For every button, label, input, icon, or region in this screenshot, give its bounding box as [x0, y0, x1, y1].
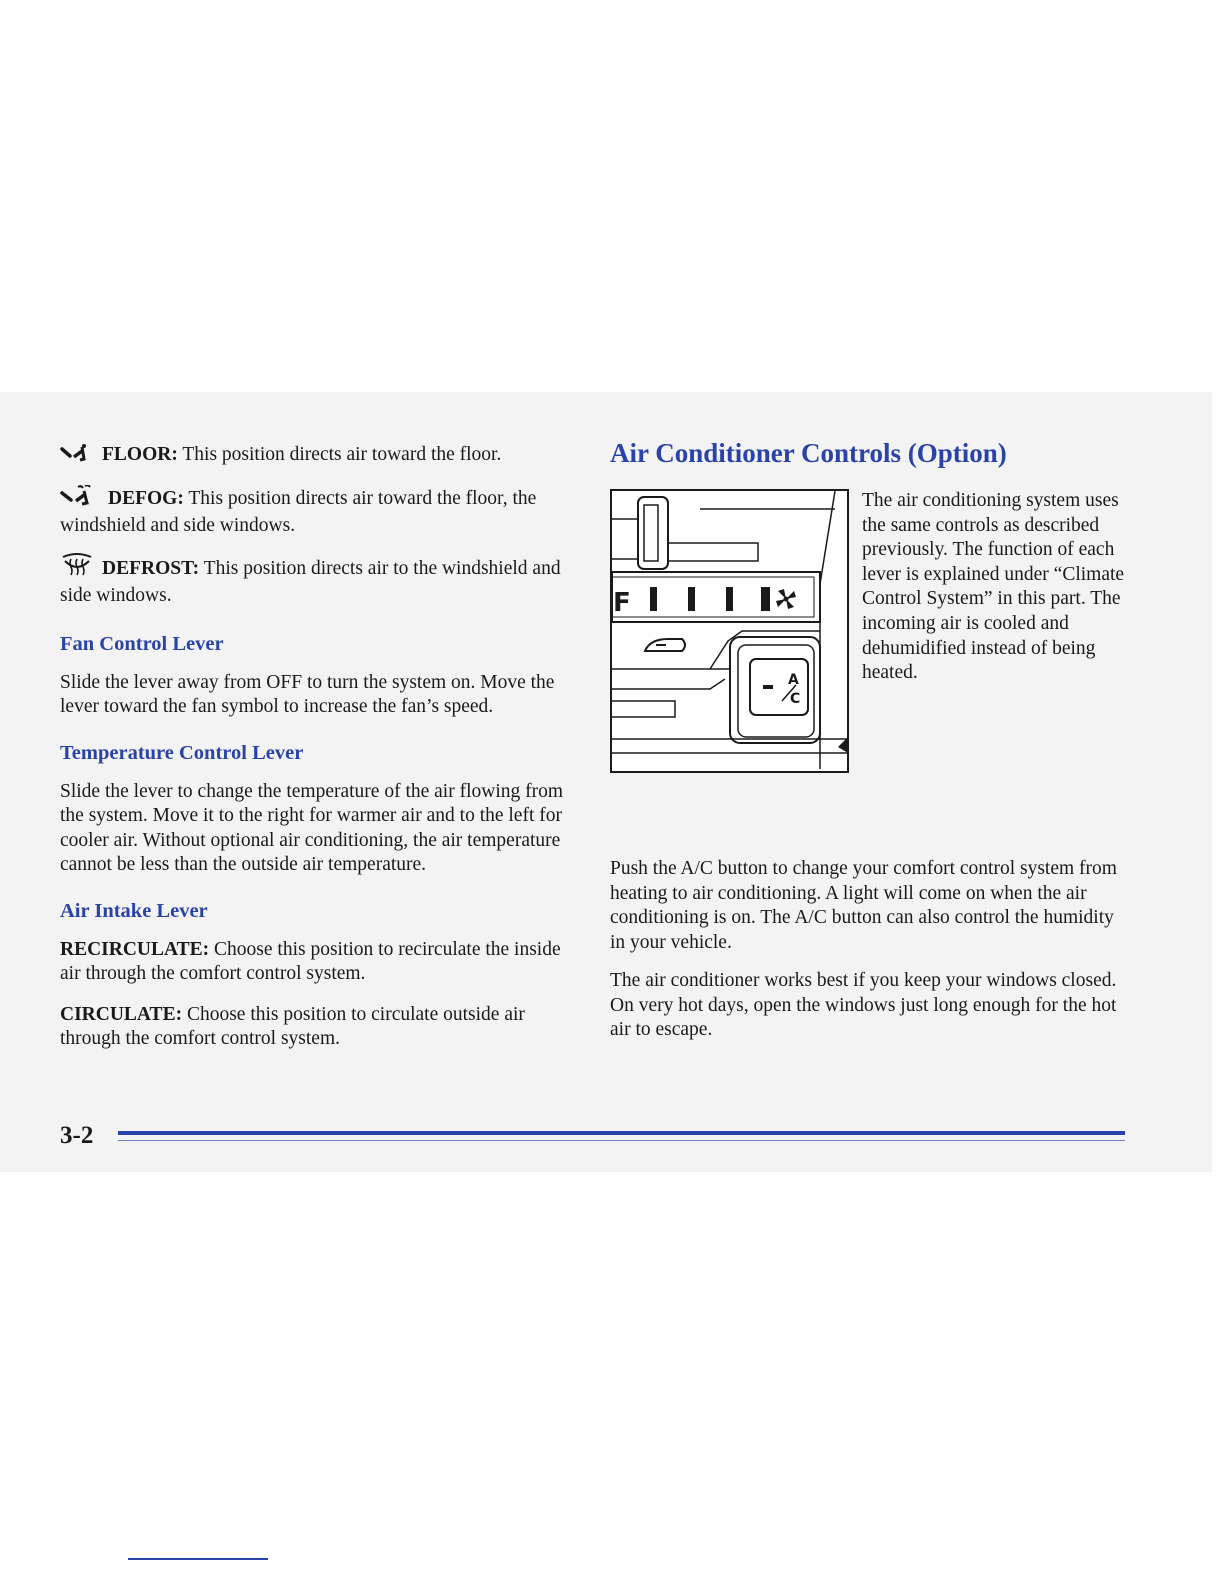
- floor-paragraph: [60, 443, 570, 471]
- ac-button-label-c: C: [790, 691, 801, 707]
- circulate-paragraph: [60, 1003, 570, 1052]
- air-intake-heading: Air Intake Lever: [60, 899, 208, 922]
- floor-text: This position directs air toward the floor.: [177, 444, 502, 465]
- fan-control-heading: Fan Control Lever: [60, 632, 224, 655]
- ac-button-paragraph: Push the A/C button to change your comfort control system from heating to air conditioning. A light will come on when the air conditioning is on. The A/C button can also control the humidity in your vehicle.: [610, 858, 1117, 953]
- fan-control-text: Slide the lever away from OFF to turn the system on. Move the lever toward the fan symbol to increase the fan’s speed.: [60, 671, 555, 717]
- bottom-edge-mark: [128, 1558, 268, 1560]
- ac-best-use-paragraph: The air conditioner works best if you keep your windows closed. On very hot days, open the windows just long enough for the hot air to escape.: [610, 970, 1117, 1040]
- recirculate-paragraph: [60, 938, 570, 987]
- recirculate-text: Choose this position to recirculate the inside air through the comfort control system.: [60, 938, 561, 984]
- page-number: 3-2: [60, 1122, 94, 1149]
- defog-label: DEFOG:: [108, 487, 184, 509]
- defog-vent-icon: [60, 485, 100, 515]
- left-column: [60, 443, 570, 1066]
- defrost-icon: [60, 553, 94, 585]
- footer-rule: [118, 1131, 1125, 1135]
- floor-label: FLOOR:: [102, 444, 178, 465]
- floor-vent-icon: [60, 443, 94, 471]
- figure-caption-text-block: [862, 489, 1127, 686]
- ac-controls-heading: Air Conditioner Controls (Option): [610, 438, 1007, 468]
- temperature-control-text: Slide the lever to change the temperature of the air flowing from the system. Move it to the right for warmer air and to the left for cooler air. Without optional air conditioning, the air temperature cannot be less than the outside air temperature.: [60, 780, 564, 875]
- circulate-text: Choose this position to circulate outside air through the comfort control system.: [60, 1003, 525, 1049]
- ac-control-panel-illustration: [610, 489, 850, 774]
- figure-label-f: F: [613, 588, 631, 618]
- temperature-control-heading: Temperature Control Lever: [60, 741, 304, 764]
- footer-rule-thin: [118, 1140, 1125, 1141]
- defog-paragraph: [60, 485, 570, 539]
- ac-button-label-a: A: [788, 672, 799, 688]
- circulate-label: CIRCULATE:: [60, 1003, 183, 1025]
- figure-row: [610, 489, 1130, 794]
- defrost-text: This position directs air to the windshield and side windows.: [60, 557, 561, 606]
- defog-text: This position directs air toward the floor, the windshield and side windows.: [60, 487, 537, 536]
- defrost-paragraph: [60, 553, 570, 609]
- recirculate-label: RECIRCULATE:: [60, 938, 210, 960]
- figure-caption-text: The air conditioning system uses the same controls as described previously. The function of each lever is explained under “Climate Control System” in this part. The incoming air is cooled and dehumidified instead of being heated.: [862, 490, 1125, 684]
- right-column: [610, 435, 1130, 1057]
- defrost-label: DEFROST:: [102, 557, 200, 579]
